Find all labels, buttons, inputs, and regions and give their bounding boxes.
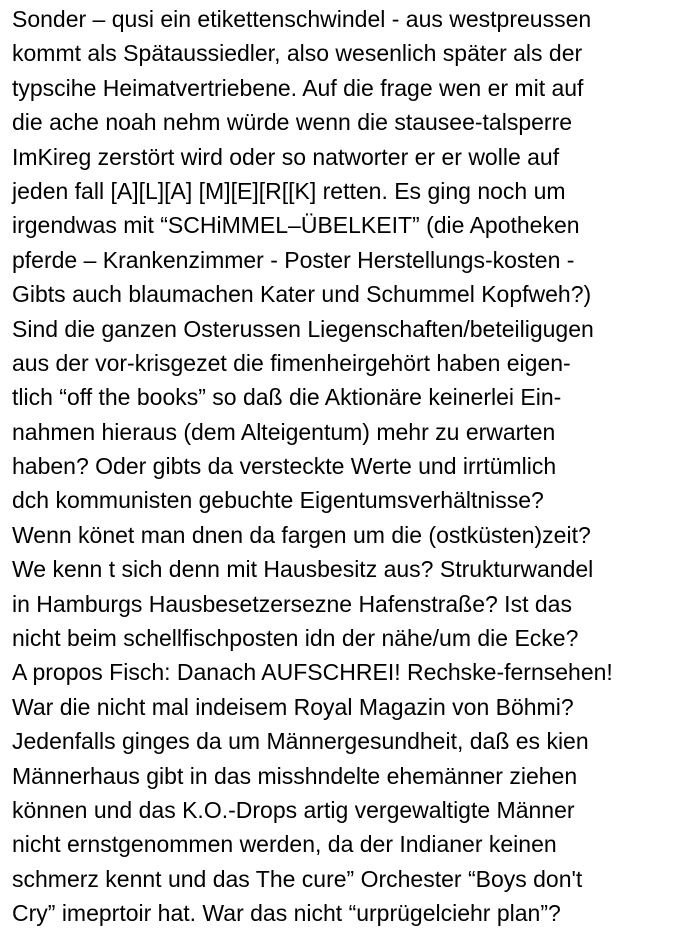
text-line-26: schmerz kennt und das The cure” Orchester “Boys don't <box>12 865 583 892</box>
text-line-24: können und das K.O.-Drops artig vergewaltigte Männer <box>12 796 575 823</box>
text-line-17: We kenn t sich denn mit Hausbesitz aus? Strukturwandel <box>12 556 594 583</box>
text-line-1: Sonder – qusi ein etikettenschwindel - aus westpreussen <box>12 6 592 32</box>
text-line-16: Wenn könet man dnen da fargen um die (ostküsten)zeit? <box>12 521 591 548</box>
text-line-4: die ache noah nehm würde wenn die stausee-talsperre <box>12 109 573 136</box>
text-line-25: nicht ernstgenommen werden, da der Indianer keinen <box>12 831 557 858</box>
text-line-12: tlich “off the books” so daß die Aktionäre keinerlei Ein- <box>12 384 562 411</box>
text-line-20: A propos Fisch: Danach AUFSCHREI! Rechske-fernsehen! <box>12 659 613 686</box>
text-line-21: War die nicht mal indeisem Royal Magazin von Böhmi? <box>12 693 574 720</box>
text-line-8: pferde – Krankenzimmer - Poster Herstellungs-kosten - <box>12 246 575 273</box>
text-line-3: typscihe Heimatvertriebene. Auf die frage wen er mit auf <box>12 74 584 101</box>
text-line-6: jeden fall [A][L][A] [M][E][R[[K] retten. Es ging noch um <box>12 177 566 204</box>
text-line-13: nahmen hieraus (dem Alteigentum) mehr zu erwarten <box>12 418 556 445</box>
text-line-19: nicht beim schellfischposten idn der nähe/um die Ecke? <box>12 625 579 652</box>
text-line-2: kommt als Spätaussiedler, also wesenlich später als der <box>12 40 583 67</box>
text-line-14: haben? Oder gibts da versteckte Werte und irrtümlich <box>12 453 557 480</box>
text-line-5: ImKireg zerstört wird oder so natworter er er wolle auf <box>12 143 560 170</box>
body-text <box>12 2 680 931</box>
text-line-9: Gibts auch blaumachen Kater und Schummel Kopfweh?) <box>12 281 592 308</box>
text-line-10: Sind die ganzen Osterussen Liegenschaften/beteiligugen <box>12 315 594 342</box>
text-line-22: Jedenfalls ginges da um Männergesundheit, daß es kien <box>12 728 589 755</box>
text-line-15: dch kommunisten gebuchte Eigentumsverhältnisse? <box>12 487 544 514</box>
text-line-27: Cry” imeprtoir hat. War das nicht “urprügelciehr plan”? <box>12 900 561 927</box>
text-line-23: Männerhaus gibt in das misshndelte ehemänner ziehen <box>12 762 578 789</box>
text-line-11: aus der vor-krisgezet die fimenheirgehört haben eigen- <box>12 349 571 376</box>
text-line-7: irgendwas mit “SCHiMMEL–ÜBELKEIT” (die Apotheken <box>12 212 580 239</box>
text-line-18: in Hamburgs Hausbesetzersezne Hafenstraße? Ist das <box>12 590 572 617</box>
